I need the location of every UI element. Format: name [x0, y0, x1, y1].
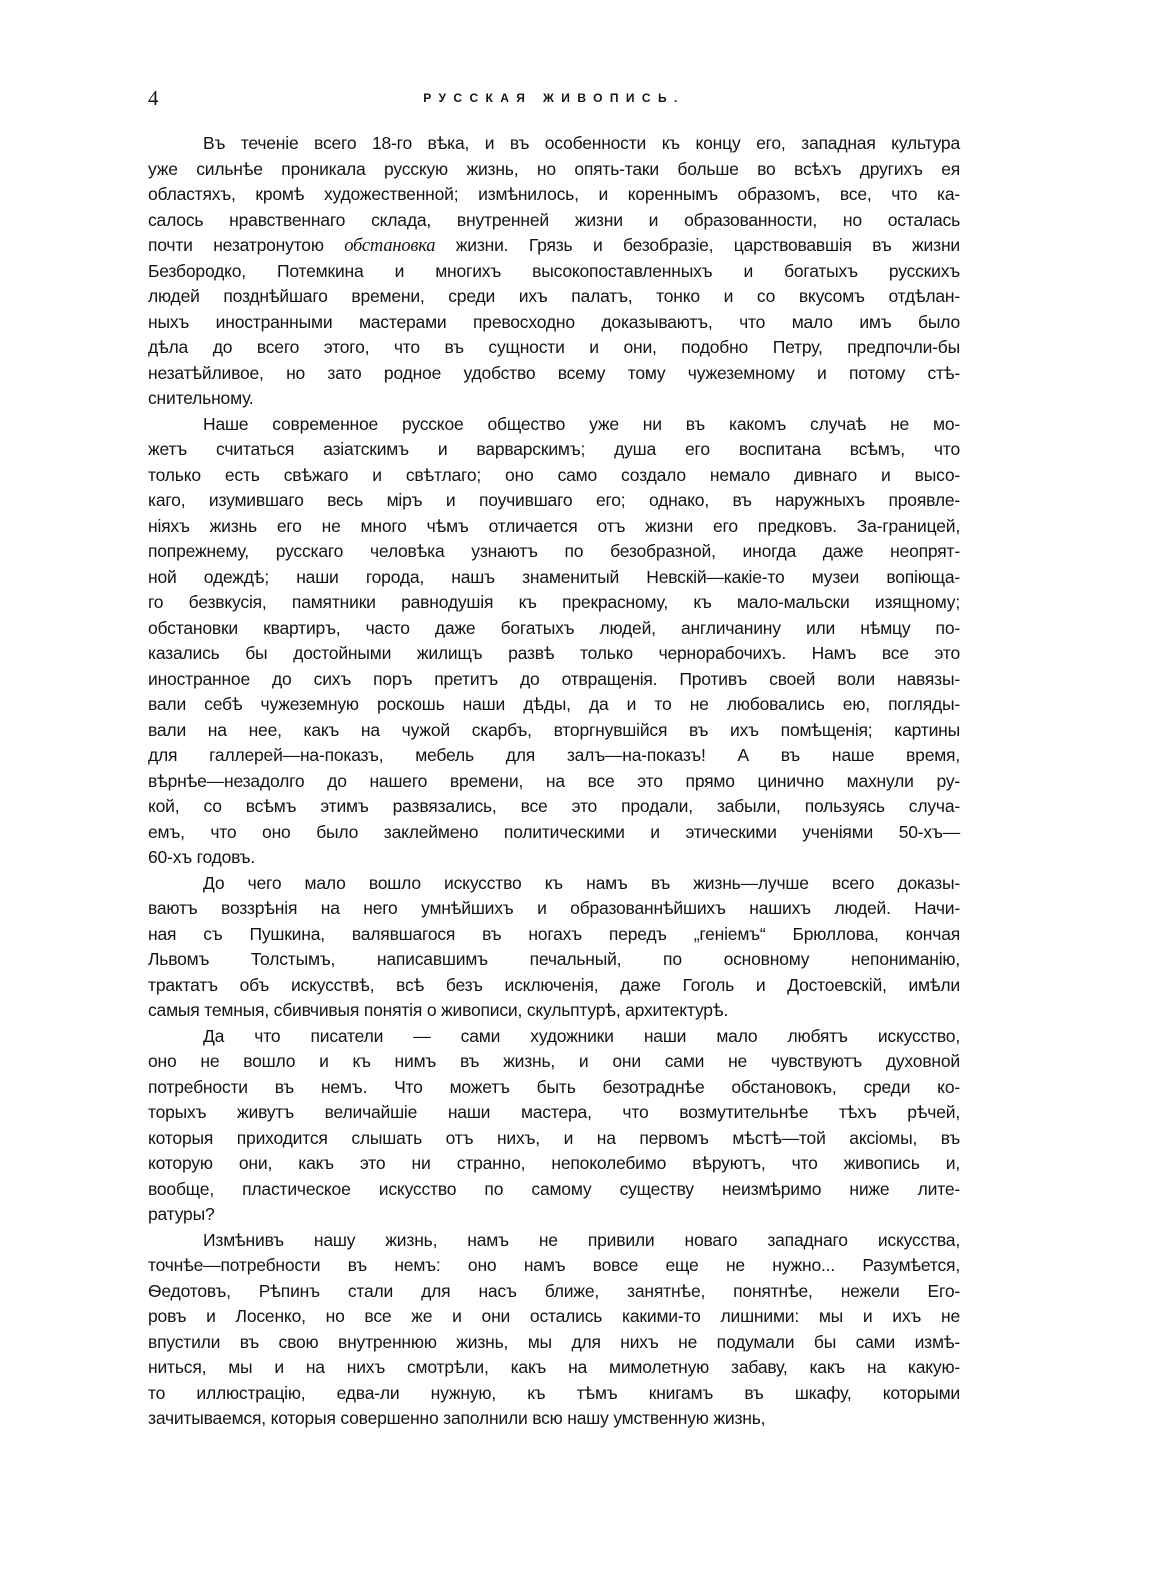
text-line: Наше современное русское общество уже ни въ какомъ случаѣ не мо- [203, 413, 960, 434]
text-line: которую они, какъ это ни странно, непоколебимо вѣруютъ, что живопись и, [148, 1153, 960, 1173]
text-line: каго, изумившаго весь міръ и поучившаго его; однако, въ наружныхъ проявле- [148, 490, 960, 510]
text-line: ниться, мы и на нихъ смотрѣли, какъ на мимолетную забаву, какъ на какую- [148, 1357, 960, 1377]
text-line: областяхъ, кромѣ художественной; измѣнилось, и кореннымъ образомъ, все, что ка- [148, 184, 960, 204]
paragraph [148, 1024, 960, 1228]
text-line: точнѣе—потребности въ немъ: оно намъ вовсе еще не нужно... Разумѣется, [148, 1255, 960, 1275]
text-line: Ѳедотовъ, Рѣпинъ стали для насъ ближе, занятнѣе, понятнѣе, нежели Его- [148, 1280, 960, 1301]
text-line: До чего мало вошло искусство къ намъ въ жизнь—лучше всего доказы- [203, 872, 960, 893]
text-run: жизни. Грязь и безобразіе, царствовавшія въ жизни [435, 235, 960, 255]
text-line: самыя темныя, сбивчивыя понятія о живописи, скульптурѣ, архитектурѣ. [148, 1000, 729, 1020]
text-line: Безбородко, Потемкина и многихъ высокопоставленныхъ и богатыхъ русскихъ [148, 260, 960, 281]
text-line: ной одеждѣ; наши города, нашъ знаменитый Невскій—какіе-то музеи вопіюща- [148, 566, 960, 587]
text-line: снительному. [148, 388, 254, 408]
text-line: потребности въ немъ. Что можетъ быть безотраднѣе обстановокъ, среди ко- [148, 1076, 960, 1097]
text-line: жетъ считаться азіатскимъ и варварскимъ; душа его воспитана всѣмъ, что [148, 439, 960, 459]
text-line: вѣрнѣе—незадолго до нашего времени, на все это прямо цинично махнули ру- [148, 770, 960, 791]
running-title: РУССКАЯ ЖИВОПИСЬ. [423, 91, 685, 105]
text-line: торыхъ живутъ величайшіе наши мастера, что возмутительнѣе тѣхъ рѣчей, [148, 1102, 960, 1122]
text-line: ніяхъ жизнь его не много чѣмъ отличается отъ жизни его предковъ. За-границей, [148, 515, 960, 536]
text-line: зачитываемся, которыя совершенно заполнили всю нашу умственную жизнь, [148, 1408, 766, 1428]
page-header [148, 86, 960, 112]
text-line: го безвкусія, памятники равнодушія къ прекрасному, къ мало-мальски изящному; [148, 592, 960, 612]
text-line: ныхъ иностранными мастерами превосходно доказываютъ, что мало имъ было [148, 311, 960, 332]
text-line: уже сильнѣе проникала русскую жизнь, но опять-таки больше во всѣхъ другихъ ея [148, 158, 960, 179]
text-line: незатѣйливое, но зато родное удобство всему тому чужеземному и потому стѣ- [148, 362, 960, 383]
text-line: казались бы достойными жилищъ развѣ только чернорабочихъ. Намъ все это [148, 643, 960, 663]
text-line: попрежнему, русскаго человѣка узнаютъ по безобразной, иногда даже неопрят- [148, 541, 960, 561]
text-line: вали на нее, какъ на чужой скарбъ, вторгнувшійся въ ихъ помѣщенія; картины [148, 719, 960, 740]
text-line: обстановки квартиръ, часто даже богатыхъ людей, англичанину или нѣмцу по- [148, 617, 960, 638]
text-line: впустили въ свою внутреннюю жизнь, мы для нихъ не подумали бы сами измѣ- [148, 1331, 960, 1352]
paragraph [148, 412, 960, 871]
text-line: Да что писатели — сами художники наши мало любятъ искусство, [203, 1025, 960, 1046]
text-line: вообще, пластическое искусство по самому существу неизмѣримо ниже лите- [148, 1178, 960, 1199]
text-line: кой, со всѣмъ этимъ развязались, все это продали, забыли, пользуясь случа- [148, 796, 960, 816]
paragraph [148, 1228, 960, 1432]
text-line: вали себѣ чужеземную роскошь наши дѣды, да и то не любовались ею, погляды- [148, 694, 960, 714]
text-line: ратуры? [148, 1204, 215, 1224]
text-line: ровъ и Лосенко, но все же и они остались какими-то лишними: мы и ихъ не [148, 1306, 960, 1326]
text-line: людей позднѣйшаго времени, среди ихъ палатъ, тонко и со вкусомъ отдѣлан- [148, 286, 960, 306]
emphasized-word: обстановка [344, 236, 436, 256]
text-run: почти незатронутою [148, 235, 345, 255]
text-line: для галлерей—на-показъ, мебель для залъ—на-показъ! А въ наше время, [148, 745, 960, 765]
text-line: только есть свѣжаго и свѣтлаго; оно само создало немало дивнаго и высо- [148, 464, 960, 485]
text-line: дѣла до всего этого, что въ сущности и они, подобно Петру, предпочли-бы [148, 337, 960, 357]
text-line [148, 233, 960, 259]
text-line: оно не вошло и къ нимъ въ жизнь, и они сами не чувствуютъ духовной [148, 1051, 960, 1071]
paragraph [148, 131, 960, 412]
page-number: 4 [148, 86, 159, 110]
text-line: которыя приходится слышать отъ нихъ, и на первомъ мѣстѣ—той аксіомы, въ [148, 1127, 960, 1148]
text-line: емъ, что оно было заклеймено политическими и этическими ученіями 50-хъ— [148, 821, 960, 842]
text-line: 60-хъ годовъ. [148, 847, 256, 867]
text-line: ваютъ воззрѣнія на него умнѣйшихъ и образованнѣйшихъ нашихъ людей. Начи- [148, 898, 960, 918]
text-line: Въ теченіе всего 18-го вѣка, и въ особенности къ концу его, западная культура [203, 133, 960, 153]
paragraph [148, 871, 960, 1024]
text-line: ная съ Пушкина, валявшагося въ ногахъ передъ „геніемъ“ Брюллова, кончая [148, 923, 960, 944]
text-line: трактатъ объ искусствѣ, всѣ безъ исключенія, даже Гоголь и Достоевскій, имѣли [148, 974, 960, 995]
text-line: салось нравственнаго склада, внутренней жизни и образованности, но осталась [148, 209, 960, 230]
text-line: Львомъ Толстымъ, написавшимъ печальный, по основному непониманію, [148, 949, 960, 969]
text-line: то иллюстрацію, едва-ли нужную, къ тѣмъ книгамъ въ шкафу, которыми [148, 1382, 960, 1403]
text-line: иностранное до сихъ поръ претитъ до отвращенія. Противъ своей воли навязы- [148, 668, 960, 689]
text-line: Измѣнивъ нашу жизнь, намъ не привили новаго западнаго искусства, [203, 1229, 960, 1250]
body-text [148, 131, 960, 1432]
